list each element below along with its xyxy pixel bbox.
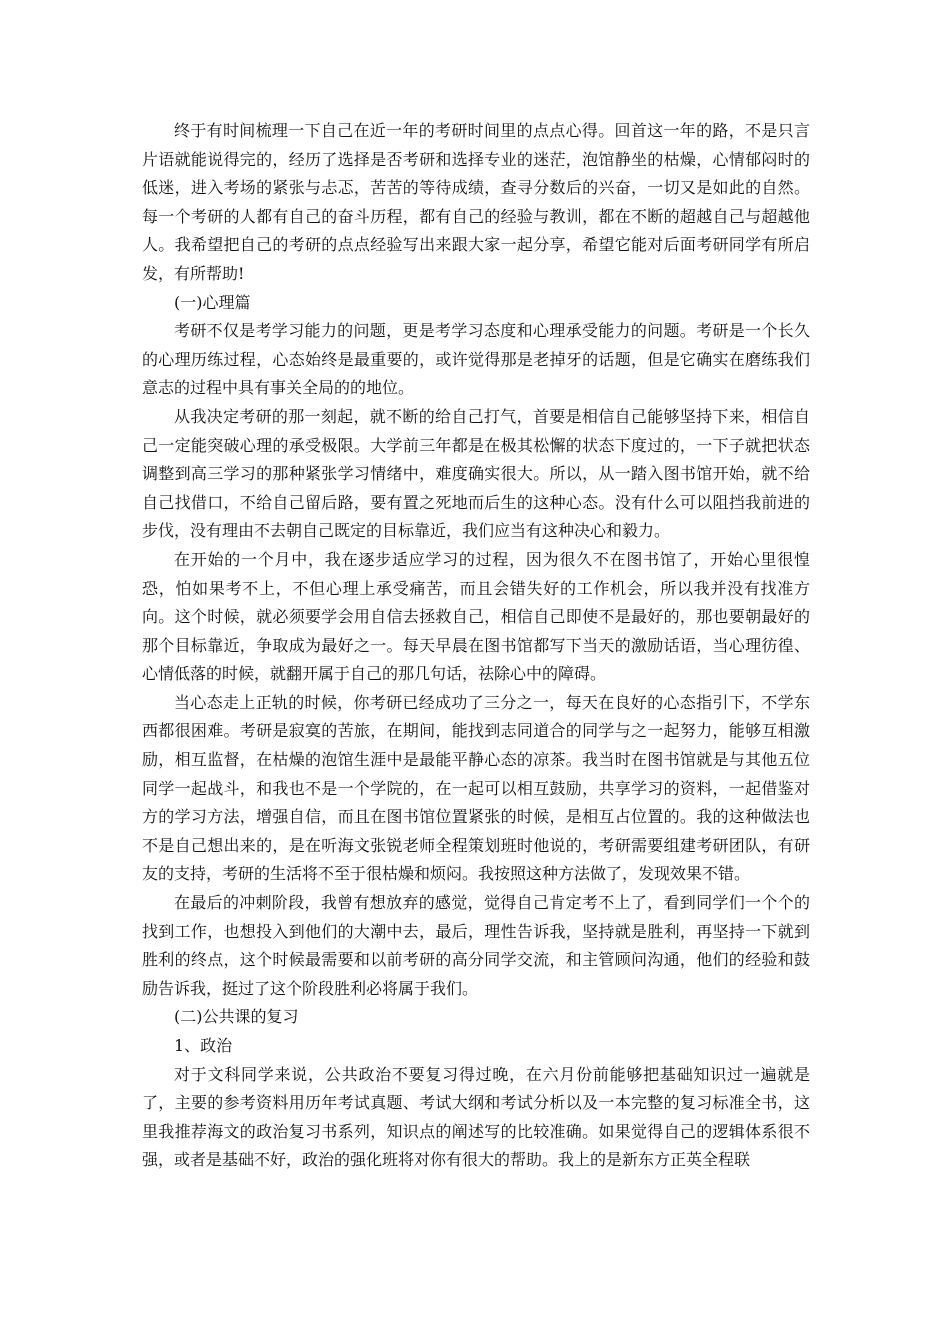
psychology-paragraph-2: 从我决定考研的那一刻起，就不断的给自己打气，首要是相信自己能够坚持下来，相信自己一定能突破心理的承受极限。大学前三年都是在极其松懈的状态下度过的，一下子就把状态调整到高三学习的那种紧张学习情绪中，难度确实很大。所以，从一踏入图书馆开始，就不给自己找借口，不给自己留后路，要有置之死地而后生的这种心态。没有什么可以阻挡我前进的步伐，没有理由不去朝自己既定的目标靠近，我们应当有这种决心和毅力。 [142,406,810,541]
politics-paragraph-1: 对于文科同学来说，公共政治不要复习得过晚，在六月份前能够把基础知识过一遍就是了，主要的参考资料用历年考试真题、考试大纲和考试分析以及一本完整的复习标准全书，这里我推荐海文的政治复习书系列，知识点的阐述写的比较准确。如果觉得自己的逻辑体系很不强，或者是基础不好，政治的强化班将对你有很大的帮助。我上的是新东方正英全程联 [142,1064,810,1170]
psychology-paragraph-5: 在最后的冲刺阶段，我曾有想放弃的感觉，觉得自己肯定考不上了，看到同学们一个个的找到工作，也想投入到他们的大潮中去，最后，理性告诉我，坚持就是胜利，再坚持一下就到胜利的终点，这个时候最需要和以前考研的高分同学交流，和主管顾问沟通，他们的经验和鼓励告诉我，挺过了这个阶段胜利必将属于我们。 [142,893,810,998]
subsection-heading-politics: 1、政治 [174,1036,233,1055]
psychology-paragraph-3: 在开始的一个月中，我在逐步适应学习的过程，因为很久不在图书馆了，开始心里很惶恐，怕如果考不上，不但心理上承受痛苦，而且会错失好的工作机会，所以我并没有找准方向。这个时候，就必须要学会用自信去拯救自己，相信自己即使不是最好的，那也要朝最好的那个目标靠近，争取成为最好之一。每天早晨在图书馆都写下当天的激励话语，当心理彷徨、心情低落的时候，就翻开属于自己的那几句话，祛除心中的障碍。 [142,549,810,684]
intro-paragraph: 终于有时间梳理一下自己在近一年的考研时间里的点点心得。回首这一年的路，不是只言片语就能说得完的，经历了选择是否考研和选择专业的迷茫，泡馆静坐的枯燥，心情郁闷时的低迷，进入考场的紧张与忐忑，苦苦的等待成绩，查寻分数后的兴奋，一切又是如此的自然。每一个考研的人都有自己的奋斗历程，都有自己的经验与教训，都在不断的超越自己与超越他人。我希望把自己的考研的点点经验写出来跟大家一起分享，希望它能对后面考研同学有所启发，有所帮助! [142,121,810,283]
section-heading-psychology: (一)心理篇 [174,292,251,312]
section-heading-public-courses: (二)公共课的复习 [174,1007,299,1027]
psychology-paragraph-4: 当心态走上正轨的时候，你考研已经成功了三分之一，每天在良好的心态指引下，不学东西都很困难。考研是寂寞的苦旅，在期间，能找到志同道合的同学与之一起努力，能够互相激励，相互监督，在枯燥的泡馆生涯中是最能平静心态的凉茶。我当时在图书馆就是与其他五位同学一起战斗，和我也不是一个学院的，在一起可以相互鼓励，共享学习的资料，一起借鉴对方的学习方法，增强自信，而且在图书馆位置紧张的时候，是相互占位置的。我的这种做法也不是自己想出来的，是在听海文张锐老师全程策划班时他说的，考研需要组建考研团队，有研友的支持，考研的生活将不至于很枯燥和烦闷。我按照这种方法做了，发现效果不错。 [142,692,810,884]
psychology-paragraph-1: 考研不仅是考学习能力的问题，更是考学习态度和心理承受能力的问题。考研是一个长久的心理历练过程，心态始终是最重要的，或许觉得那是老掉牙的话题，但是它确实在磨练我们意志的过程中具有事关全局的的地位。 [142,321,810,398]
document-page [142,117,810,1175]
